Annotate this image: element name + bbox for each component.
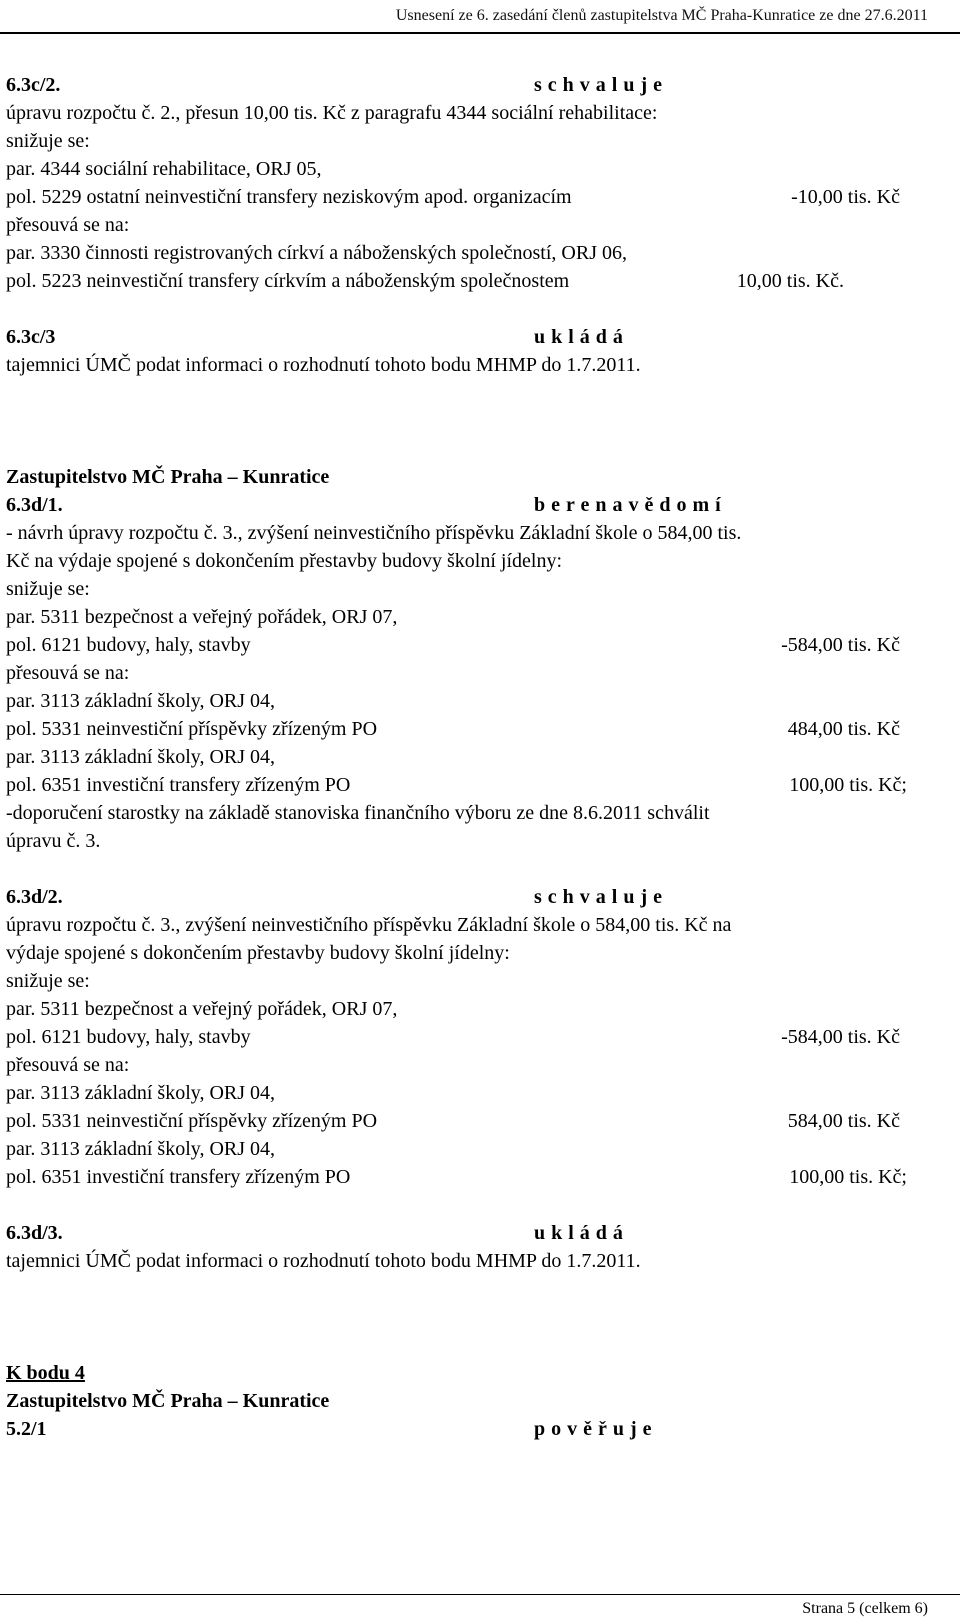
resolution-number: 6.3c/3	[6, 326, 56, 348]
text-line: par. 3113 základní školy, ORJ 04,	[6, 690, 276, 712]
text-line: pol. 5331 neinvestiční příspěvky zřízeným PO	[6, 718, 378, 740]
footer-rule	[0, 1594, 960, 1595]
text-line: výdaje spojené s dokončením přestavby budovy školní jídelny:	[6, 942, 510, 964]
text-line: snižuje se:	[6, 970, 90, 992]
resolution-number: 6.3c/2.	[6, 74, 61, 96]
text-line: par. 3113 základní školy, ORJ 04,	[6, 1138, 276, 1160]
text-line: přesouvá se na:	[6, 662, 130, 684]
agenda-item-heading: K bodu 4	[6, 1362, 85, 1384]
text-line: úpravu č. 3.	[6, 830, 101, 852]
text-line: pol. 6121 budovy, haly, stavby	[6, 1026, 251, 1048]
text-line: par. 4344 sociální rehabilitace, ORJ 05,	[6, 158, 322, 180]
resolution-number: 5.2/1	[6, 1418, 47, 1440]
text-line: par. 3113 základní školy, ORJ 04,	[6, 746, 276, 768]
text-line: pol. 6351 investiční transfery zřízeným PO	[6, 1166, 351, 1188]
text-line: par. 5311 bezpečnost a veřejný pořádek, ORJ 07,	[6, 606, 398, 628]
text-line: pol. 5331 neinvestiční příspěvky zřízeným PO	[6, 1110, 378, 1132]
text-line: Kč na výdaje spojené s dokončením přestavby budovy školní jídelny:	[6, 550, 563, 572]
amount: -584,00 tis. Kč	[781, 1026, 900, 1048]
text-line: snižuje se:	[6, 130, 90, 152]
resolution-number: 6.3d/3.	[6, 1222, 63, 1244]
amount: 100,00 tis. Kč;	[789, 774, 907, 796]
amount: 10,00 tis. Kč.	[736, 270, 844, 292]
text-line: úpravu rozpočtu č. 2., přesun 10,00 tis. Kč z paragrafu 4344 sociální rehabilitace:	[6, 102, 658, 124]
text-line: pol. 6351 investiční transfery zřízeným PO	[6, 774, 351, 796]
page-header-title: Usnesení ze 6. zasedání členů zastupitelstva MČ Praha-Kunratice ze dne 27.6.2011	[395, 7, 928, 24]
amount: -10,00 tis. Kč	[791, 186, 900, 208]
text-line: pol. 6121 budovy, haly, stavby	[6, 634, 251, 656]
resolution-number: 6.3d/1.	[6, 494, 63, 516]
text-line: tajemnici ÚMČ podat informaci o rozhodnutí tohoto bodu MHMP do 1.7.2011.	[6, 1250, 641, 1272]
text-line: -doporučení starostky na základě stanoviska finančního výboru ze dne 8.6.2011 schválit	[6, 802, 710, 824]
page-number: Strana 5 (celkem 6)	[802, 1600, 928, 1617]
text-line: snižuje se:	[6, 578, 90, 600]
resolution-verb: s c h v a l u j e	[534, 74, 663, 96]
body-heading: Zastupitelstvo MČ Praha – Kunratice	[6, 466, 330, 488]
resolution-number: 6.3d/2.	[6, 886, 63, 908]
text-line: pol. 5229 ostatní neinvestiční transfery neziskovým apod. organizacím	[6, 186, 572, 208]
body-heading: Zastupitelstvo MČ Praha – Kunratice	[6, 1390, 330, 1412]
resolution-verb: b e r e n a v ě d o m í	[534, 494, 722, 516]
text-line: přesouvá se na:	[6, 1054, 130, 1076]
text-line: - návrh úpravy rozpočtu č. 3., zvýšení neinvestičního příspěvku Základní škole o 584,00 tis.	[6, 522, 742, 544]
resolution-verb: u k l á d á	[534, 1222, 624, 1244]
amount: 484,00 tis. Kč	[787, 718, 900, 740]
text-line: pol. 5223 neinvestiční transfery církvím a náboženským společnostem	[6, 270, 570, 292]
text-line: tajemnici ÚMČ podat informaci o rozhodnutí tohoto bodu MHMP do 1.7.2011.	[6, 354, 641, 376]
text-line: přesouvá se na:	[6, 214, 130, 236]
amount: -584,00 tis. Kč	[781, 634, 900, 656]
resolution-verb: u k l á d á	[534, 326, 624, 348]
header-rule	[0, 32, 960, 34]
resolution-verb: s c h v a l u j e	[534, 886, 663, 908]
text-line: par. 5311 bezpečnost a veřejný pořádek, ORJ 07,	[6, 998, 398, 1020]
amount: 584,00 tis. Kč	[787, 1110, 900, 1132]
text-line: par. 3113 základní školy, ORJ 04,	[6, 1082, 276, 1104]
amount: 100,00 tis. Kč;	[789, 1166, 907, 1188]
resolution-verb: p o v ě ř u j e	[534, 1418, 653, 1440]
text-line: par. 3330 činnosti registrovaných církví a náboženských společností, ORJ 06,	[6, 242, 627, 264]
text-line: úpravu rozpočtu č. 3., zvýšení neinvestičního příspěvku Základní škole o 584,00 tis. Kč na	[6, 914, 732, 936]
